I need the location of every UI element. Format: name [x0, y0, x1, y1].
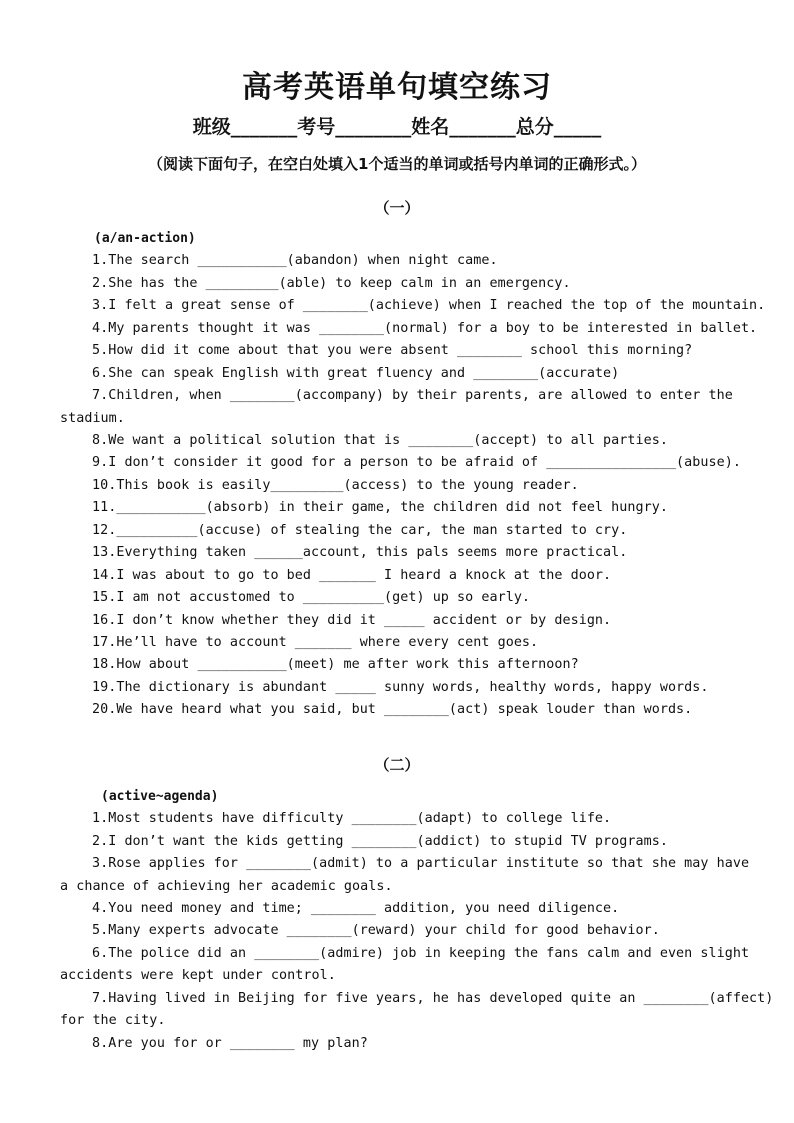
section-2-subtitle: (active~agenda): [101, 789, 219, 804]
exercise-line: 18.How about ___________(meet) me after work this afternoon?: [92, 657, 579, 672]
exercise-line: 6.She can speak English with great fluency and ________(accurate): [92, 366, 620, 381]
exercise-line: 6.The police did an ________(admire) job in keeping the fans calm and even slight: [92, 946, 750, 961]
instructions: （阅读下面句子，在空白处填入1个适当的单词或括号内单词的正确形式。）: [148, 155, 646, 173]
exercise-line: 19.The dictionary is abundant _____ sunny words, healthy words, happy words.: [92, 680, 709, 695]
exercise-line: 17.He’ll have to account _______ where every cent goes.: [92, 635, 539, 650]
exercise-line: 4.You need money and time; ________ addition, you need diligence.: [92, 901, 620, 916]
exercise-line: 2.I don’t want the kids getting ________(addict) to stupid TV programs.: [92, 834, 668, 849]
exercise-line: 13.Everything taken ______account, this pals seems more practical.: [92, 545, 628, 560]
exercise-line: 9.I don’t consider it good for a person to be afraid of ________________(abuse).: [92, 455, 741, 470]
exercise-line-continuation: accidents were kept under control.: [60, 968, 336, 983]
exercise-line: 1.Most students have difficulty ________(adapt) to college life.: [92, 811, 612, 826]
exercise-line-continuation: a chance of achieving her academic goals.: [60, 879, 393, 894]
exercise-line: 14.I was about to go to bed _______ I heard a knock at the door.: [92, 568, 612, 583]
exercise-line: 7.Children, when ________(accompany) by their parents, are allowed to enter the: [92, 388, 733, 403]
exercise-line: 3.I felt a great sense of ________(achieve) when I reached the top of the mountain.: [92, 298, 766, 313]
exercise-line: 5.How did it come about that you were absent ________ school this morning?: [92, 343, 693, 358]
exercise-line: 10.This book is easily_________(access) to the young reader.: [92, 478, 579, 493]
section-1-heading: （一）: [374, 199, 420, 217]
exercise-line: 5.Many experts advocate ________(reward) your child for good behavior.: [92, 923, 660, 938]
exercise-line-continuation: for the city.: [60, 1013, 166, 1028]
exercise-line: 2.She has the _________(able) to keep calm in an emergency.: [92, 276, 571, 291]
exercise-line-continuation: stadium.: [60, 411, 125, 426]
exercise-line: 7.Having lived in Beijing for five years, he has developed quite an ________(affect): [92, 991, 774, 1006]
exercise-line: 20.We have heard what you said, but ________(act) speak louder than words.: [92, 702, 693, 717]
section-1-subtitle: (a/an-action): [94, 231, 196, 246]
exercise-line: 4.My parents thought it was ________(normal) for a boy to be interested in ballet.: [92, 321, 758, 336]
exercise-line: 12.__________(accuse) of stealing the car, the man started to cry.: [92, 523, 628, 538]
student-info-line: 班级_______考号________姓名_______总分_____: [192, 116, 602, 138]
exercise-line: 16.I don’t know whether they did it _____ accident or by design.: [92, 613, 612, 628]
exercise-line: 8.Are you for or ________ my plan?: [92, 1036, 368, 1051]
section-2-heading: （二）: [374, 756, 420, 774]
exercise-line: 11.___________(absorb) in their game, the children did not feel hungry.: [92, 500, 668, 515]
exercise-line: 15.I am not accustomed to __________(get) up so early.: [92, 590, 531, 605]
exercise-line: 1.The search ___________(abandon) when night came.: [92, 253, 498, 268]
exercise-line: 8.We want a political solution that is ________(accept) to all parties.: [92, 433, 668, 448]
page-title: 高考英语单句填空练习: [242, 70, 552, 105]
exercise-line: 3.Rose applies for ________(admit) to a particular institute so that she may have: [92, 856, 750, 871]
